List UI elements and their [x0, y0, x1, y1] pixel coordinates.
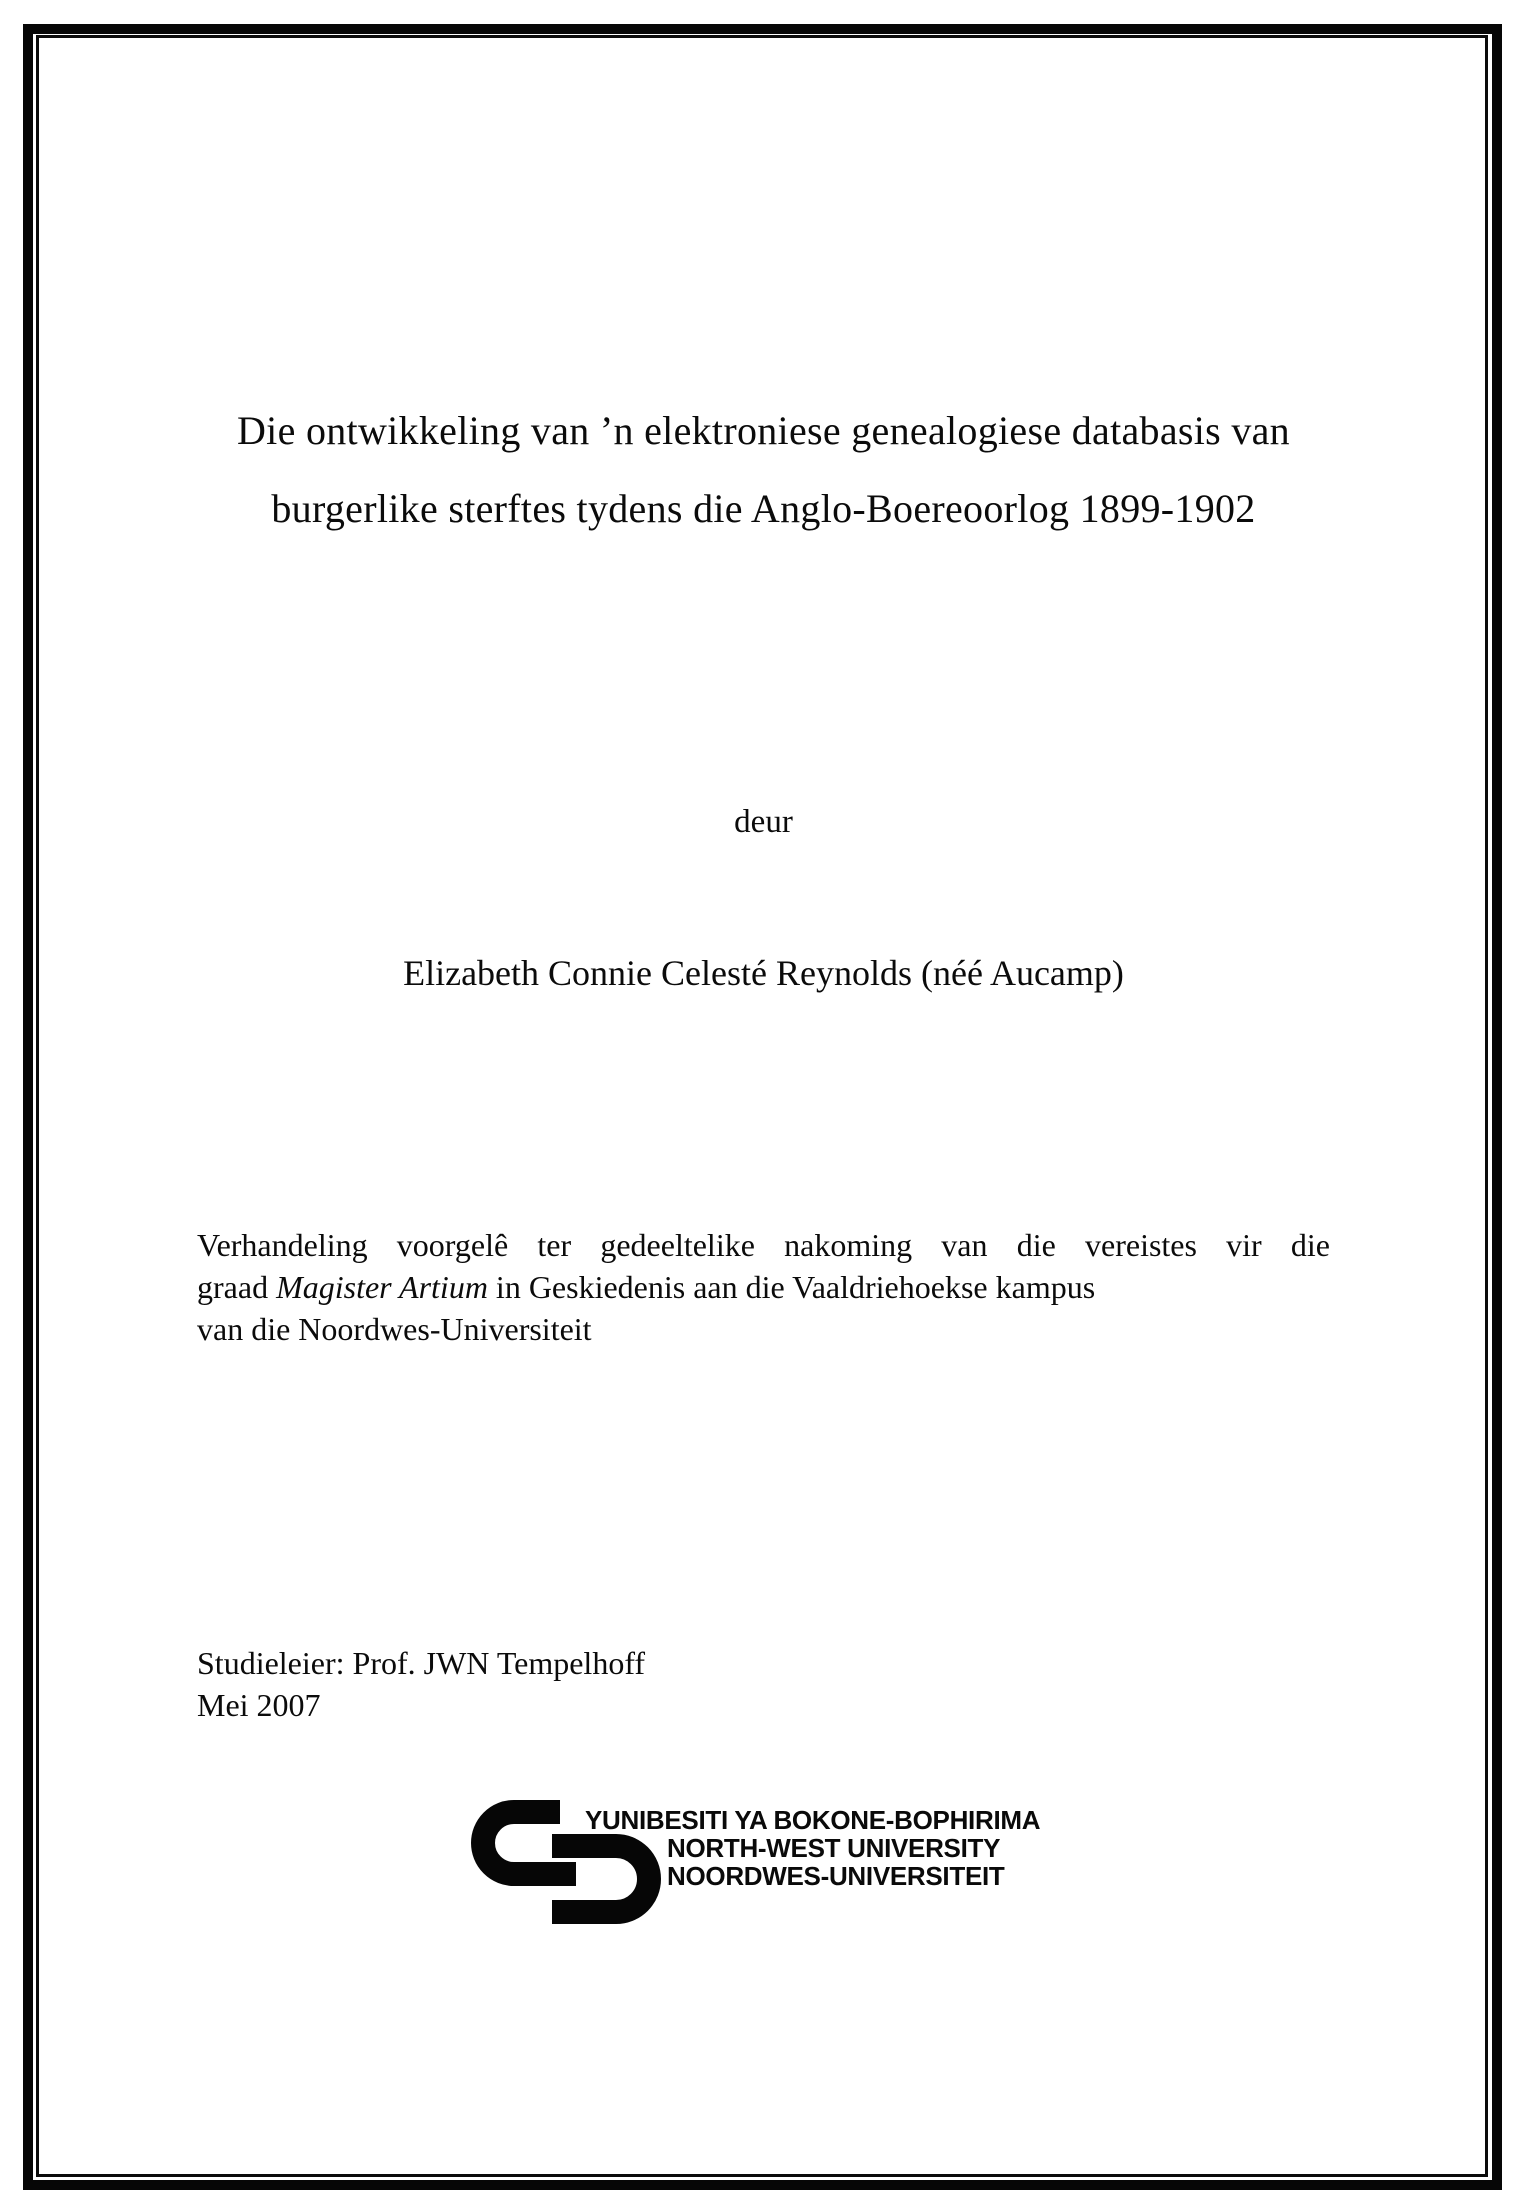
- degree-statement-line2-pre: graad: [197, 1269, 277, 1305]
- supervisor-block: [197, 1642, 645, 1726]
- university-logo-text: [585, 1806, 1040, 1890]
- logo-line-afrikaans: NOORDWES-UNIVERSITEIT: [667, 1861, 1005, 1891]
- supervisor-line: Studieleier: Prof. JWN Tempelhoff: [197, 1645, 646, 1681]
- author-name: Elizabeth Connie Celesté Reynolds (néé Aucamp): [403, 953, 1124, 993]
- thesis-title: [70, 392, 1457, 548]
- logo-line-setswana: YUNIBESITI YA BOKONE-BOPHIRIMA: [585, 1805, 1041, 1835]
- date-line: Mei 2007: [197, 1687, 321, 1723]
- degree-name-italic: Magister Artium: [276, 1269, 488, 1305]
- degree-statement: [197, 1224, 1330, 1350]
- thesis-title-line2: burgerlike sterftes tydens die Anglo-Boereoorlog 1899-1902: [271, 486, 1256, 531]
- degree-statement-line1: Verhandeling voorgelê ter gedeeltelike nakoming van die vereistes vir die: [197, 1227, 1330, 1263]
- degree-statement-line3: van die Noordwes-Universiteit: [197, 1311, 592, 1347]
- byline-label: deur: [734, 804, 793, 840]
- degree-statement-line2: [197, 1266, 1330, 1308]
- degree-statement-line2-post: in Geskiedenis aan die Vaaldriehoekse kampus: [487, 1269, 1096, 1305]
- thesis-title-line1: Die ontwikkeling van ’n elektroniese genealogiese databasis van: [236, 408, 1290, 453]
- logo-line-english: NORTH-WEST UNIVERSITY: [667, 1833, 1001, 1863]
